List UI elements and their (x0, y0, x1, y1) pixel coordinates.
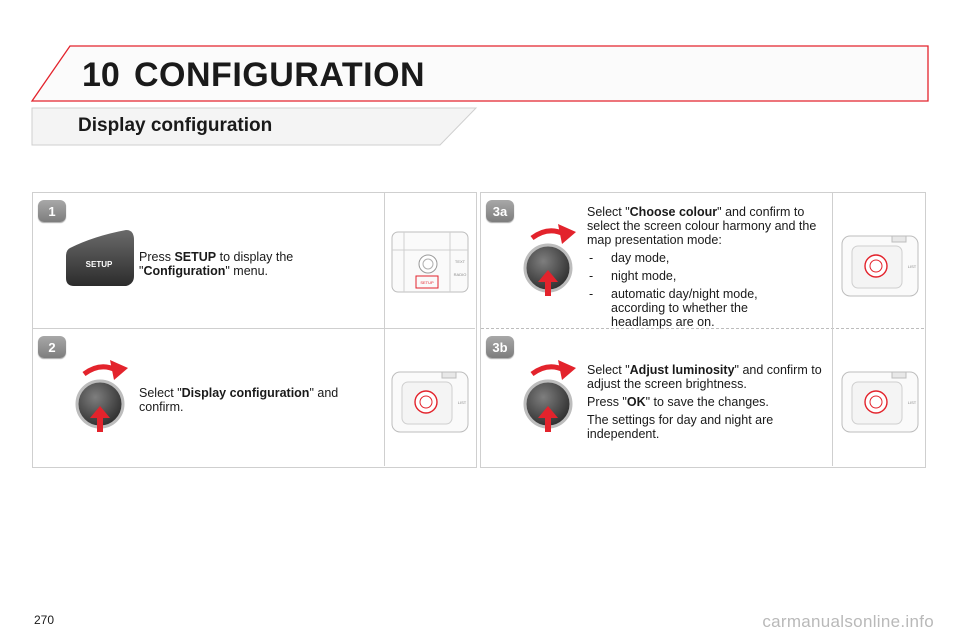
rotary-dial-icon (520, 220, 580, 304)
section-title: Display configuration (78, 115, 273, 136)
text-run: Select " (587, 205, 630, 219)
choose-colour-emphasis: Choose colour (629, 205, 718, 219)
left-image-divider (384, 193, 385, 466)
chapter-title: CONFIGURATION (134, 56, 426, 94)
step-1-text (139, 250, 339, 282)
text-run: " and confirm. (139, 386, 339, 414)
step-badge-3b: 3b (486, 336, 514, 358)
text-run: " menu. (225, 264, 269, 278)
setup-emphasis: SETUP (174, 250, 217, 264)
text-run: " and confirm to select the screen colour harmony and the map presentation mode: (587, 205, 817, 247)
panel-text-label: TEXT (454, 259, 466, 264)
panel-list-label: LIST (457, 400, 467, 405)
panel-setup-label: SETUP (420, 280, 434, 285)
rotary-dial-icon (520, 356, 580, 440)
step-badge-1: 1 (38, 200, 66, 222)
display-configuration-emphasis: Display configuration (181, 386, 310, 400)
text-run: " to save the changes. (645, 395, 769, 409)
list-item: - automatic day/night mode, according to whether the headlamps are on. (587, 287, 781, 329)
ok-emphasis: OK (626, 395, 646, 409)
control-panel-icon (838, 228, 922, 300)
text-run: Press " (587, 395, 627, 409)
text-run: to display the " (139, 250, 294, 278)
step-badge-3a: 3a (486, 200, 514, 222)
configuration-emphasis: Configuration (143, 264, 226, 278)
step-3b-text (587, 363, 822, 445)
page-number: 270 (34, 613, 55, 627)
control-panel-icon (388, 364, 472, 436)
list-item: - day mode, (587, 251, 819, 265)
setup-button-icon (64, 228, 136, 288)
step-badge-2: 2 (38, 336, 66, 358)
independence-note: The settings for day and night are independent. (587, 413, 774, 441)
text-run: Press (139, 250, 175, 264)
step-2-text (139, 386, 354, 418)
step-3a-text (587, 205, 819, 333)
chapter-number: 10 (82, 56, 120, 94)
control-panel-icon (838, 364, 922, 436)
right-image-divider (832, 193, 833, 466)
rotary-dial-icon (72, 356, 132, 440)
watermark: carmanualsonline.info (762, 612, 934, 631)
text-run: Select " (139, 386, 182, 400)
mode-list (587, 251, 819, 329)
left-divider (33, 328, 475, 329)
panel-radio-label: RADIO (453, 272, 467, 277)
adjust-luminosity-emphasis: Adjust luminosity (629, 363, 735, 377)
text-run: Select " (587, 363, 630, 377)
list-item: - night mode, (587, 269, 819, 283)
panel-list-label: LIST (907, 400, 917, 405)
setup-button-label: SETUP (85, 260, 113, 269)
panel-list-label: LIST (907, 264, 917, 269)
text-run: " and confirm to adjust the screen brightness. (587, 363, 822, 391)
control-panel-icon (390, 228, 470, 296)
